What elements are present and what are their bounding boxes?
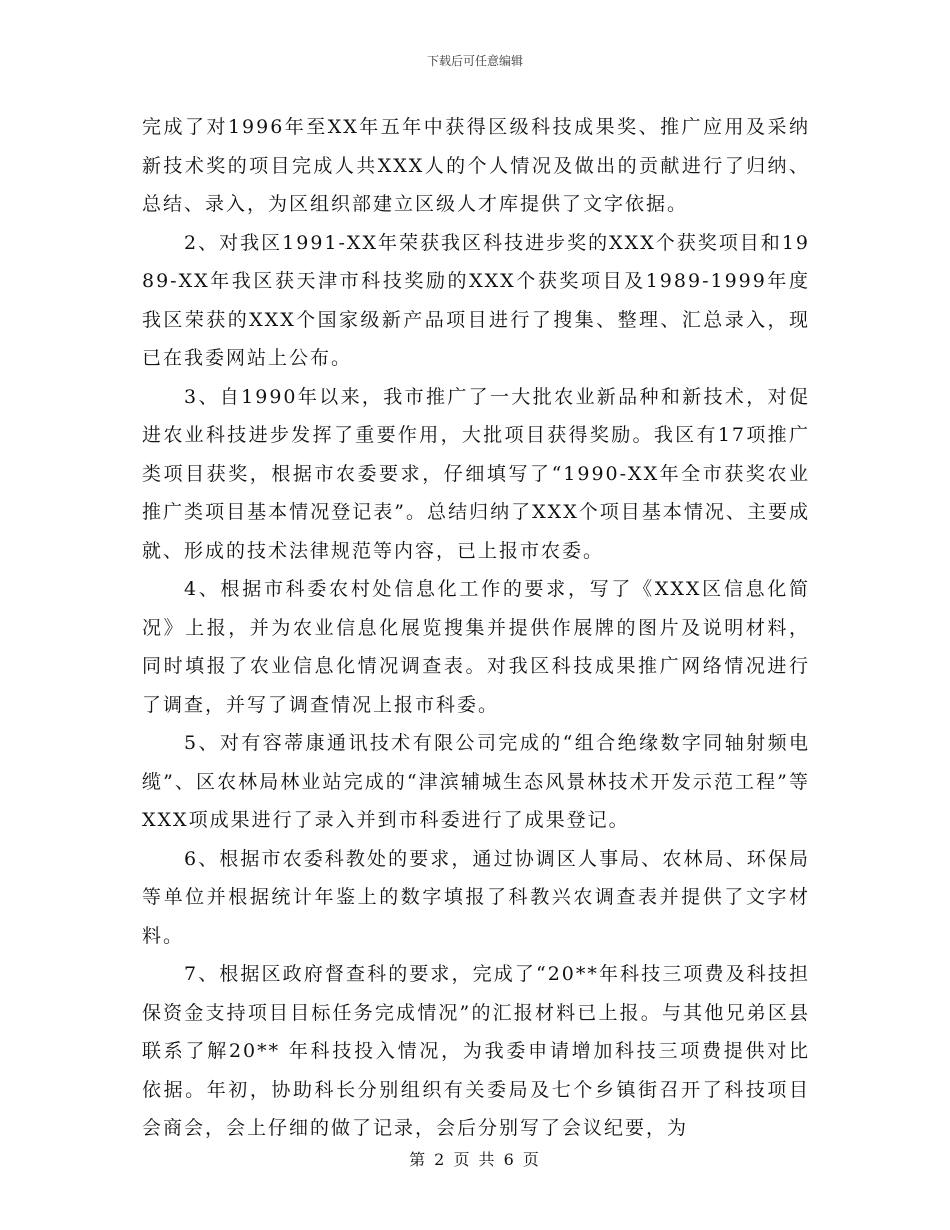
document-body <box>142 108 810 1148</box>
page-number-footer: 第 2 页 共 6 页 <box>409 1150 541 1169</box>
paragraph-item-5: 5、对有容蒂康通讯技术有限公司完成的“组合绝缘数字同轴射频电缆”、区农林局林业站完成的“津滨辅城生态风景林技术开发示范工程”等XXX项成果进行了录入并到市科委进行了成果登记。 <box>142 732 810 831</box>
paragraph-item-4: 4、根据市科委农村处信息化工作的要求，写了《XXX区信息化简况》上报，并为农业信息化展览搜集并提供作展牌的图片及说明材料，同时填报了农业信息化情况调查表。对我区科技成果推广网络情况进行了调查，并写了调查情况上报市科委。 <box>142 578 810 716</box>
paragraph-item-3: 3、自1990年以来，我市推广了一大批农业新品种和新技术，对促进农业科技进步发挥了重要作用，大批项目获得奖励。我区有17项推广类项目获奖，根据市农委要求，仔细填写了“1990-XX年全市获奖农业推广类项目基本情况登记表”。总结归纳了XXX个项目基本情况、主要成就、形成的技术法律规范等内容，已上报市农委。 <box>142 385 810 562</box>
paragraph-item-2: 2、对我区1991-XX年荣获我区科技进步奖的XXX个获奖项目和1989-XX年我区获天津市科技奖励的XXX个获奖项目及1989-1999年度我区荣获的XXX个国家级新产品项目进行了搜集、整理、汇总录入，现已在我委网站上公布。 <box>142 231 810 369</box>
paragraph-item-7: 7、根据区政府督查科的要求，完成了“20**年科技三项费及科技担保资金支持项目目标任务完成情况”的汇报材料已上报。与其他兄弟区县联系了解20** 年科技投入情况，为我委申请增加科技三项费提供对比依据。年初，协助科长分别组织有关委局及七个乡镇街召开了科技项目会商会，会上仔细的做了记录，会后分别写了会议纪要，为 <box>142 963 810 1139</box>
paragraph-continuation: 完成了对1996年至XX年五年中获得区级科技成果奖、推广应用及采纳新技术奖的项目完成人共XXX人的个人情况及做出的贡献进行了归纳、总结、录入，为区组织部建立区级人才库提供了文字依据。 <box>142 116 810 215</box>
paragraph-item-6: 6、根据市农委科教处的要求，通过协调区人事局、农林局、环保局等单位并根据统计年鉴上的数字填报了科教兴农调查表并提供了文字材料。 <box>142 847 810 947</box>
page-header-note: 下载后可任意编辑 <box>426 54 523 68</box>
